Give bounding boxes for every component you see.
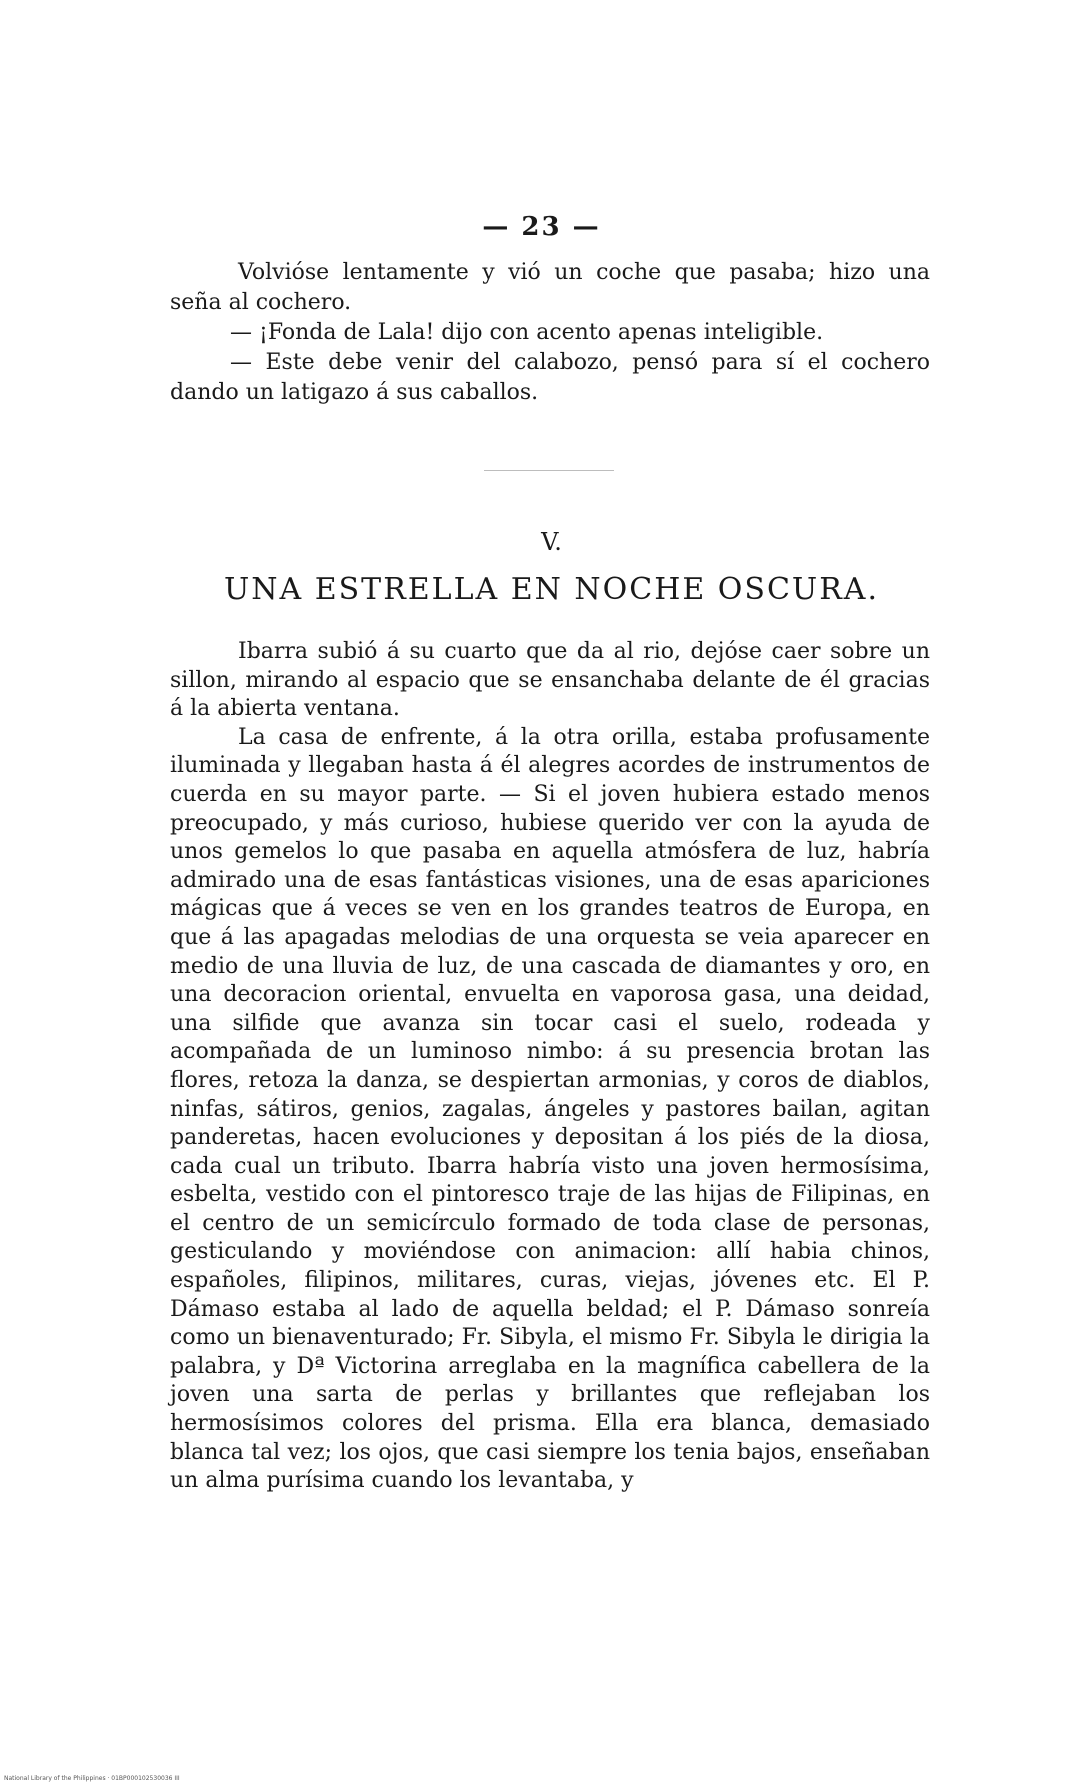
dialogue-line: — ¡Fonda de Lala! dijo con acento apenas inteligible. [230, 320, 824, 345]
chapter-title: UNA ESTRELLA EN NOCHE OSCURA. [224, 572, 879, 607]
archive-footer: National Library of the Philippines · 01BP000102530036 III [4, 1775, 180, 1782]
section-divider [484, 470, 614, 471]
intro-section [170, 258, 930, 408]
intro-paragraph: Volvióse lentamente y vió un coche que pasaba; hizo una seña al cochero. [170, 260, 930, 315]
page-number: — 23 — [482, 212, 601, 242]
chapter-body [170, 638, 930, 1496]
dialogue-line: — Este debe venir del calabozo, pensó para sí el cochero dando un latigazo á sus caballos. [170, 350, 930, 405]
body-paragraph: Ibarra subió á su cuarto que da al rio, dejóse caer sobre un sillon, mirando al espacio que se ensanchaba delante de él gracias á la abierta ventana. [170, 639, 930, 722]
body-paragraph: La casa de enfrente, á la otra orilla, estaba profusamente iluminada y llegaban hasta á él alegres acordes de instrumentos de cuerda en su mayor parte. — Si el joven hubiera estado menos preocupado, y más curioso, hubiese querido ver con la ayuda de unos gemelos lo que pasaba en aquella atmósfera de luz, habría admirado una de esas fantásticas visiones, una de esas apariciones mágicas que á veces se ven en los grandes teatros de Europa, en que á las apagadas melodias de una orquesta se veia aparecer en medio de una lluvia de luz, de una cascada de diamantes y oro, en una decoracion oriental, envuelta en vaporosa gasa, una deidad, una silfide que avanza sin tocar casi el suelo, rodeada y acompañada de un luminoso nimbo: á su presencia brotan las flores, retoza la danza, se despiertan armonias, y coros de diablos, ninfas, sátiros, genios, zagalas, ángeles y pastores bailan, agitan panderetas, hacen evoluciones y depositan á los piés de la diosa, cada cual un tributo. Ibarra habría visto una joven hermosísima, esbelta, vestido con el pintoresco traje de las hijas de Filipinas, en el centro de un semicírculo formado de toda clase de personas, gesticulando y moviéndose con animacion: allí habia chinos, españoles, filipinos, militares, curas, viejas, jóvenes etc. El P. Dámaso estaba al lado de aquella beldad; el P. Dámaso sonreía como un bienaventurado; Fr. Sibyla, el mismo Fr. Sibyla le dirigia la palabra, y Dª Victorina arreglaba en la magnífica cabellera de la joven una sarta de perlas y brillantes que reflejaban los hermosísimos colores del prisma. Ella era blanca, demasiado blanca tal vez; los ojos, que casi siempre los tenia bajos, enseñaban un alma purísima cuando los levantaba, y [170, 724, 930, 1494]
chapter-number: V. [541, 528, 562, 556]
